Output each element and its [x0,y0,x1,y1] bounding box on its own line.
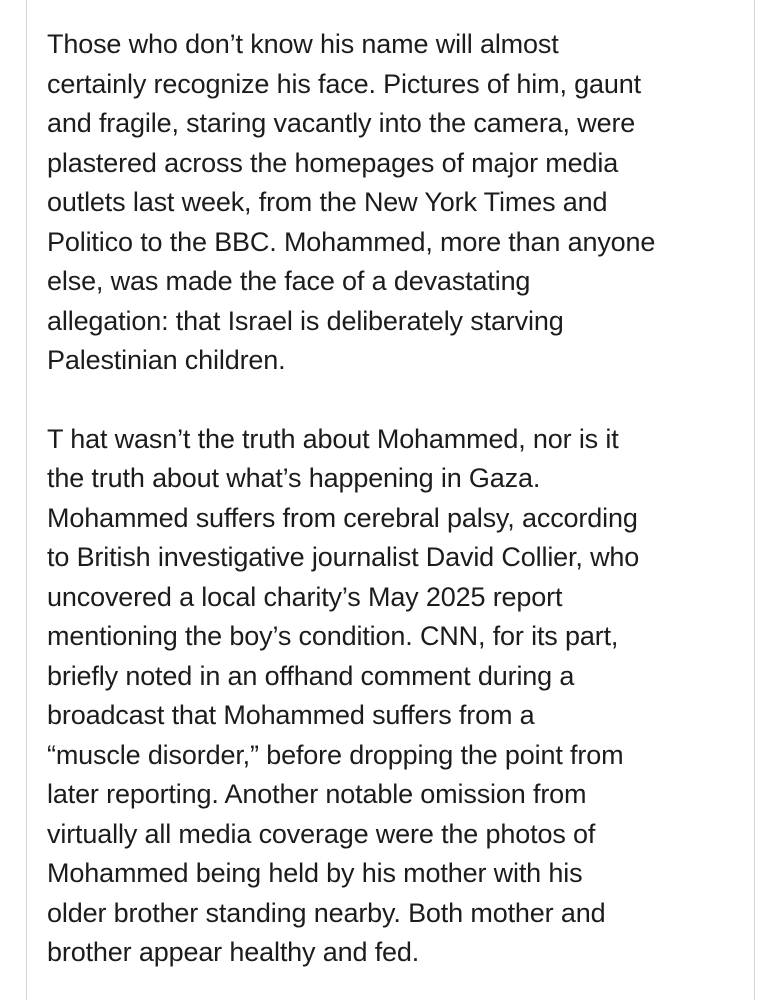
text-line: plastered across the homepages of major media [47,147,619,178]
text-line: and fragile, staring vacantly into the camera, were [47,108,636,138]
text-line: certainly recognize his face. Pictures of him, gaunt [47,68,641,99]
text-line: outlets last week, from the New York Times and [47,187,608,217]
text-line: T hat wasn’t the truth about Mohammed, nor is it [47,423,619,454]
text-line: “muscle disorder,” before dropping the point from [47,739,624,770]
text-line: Mohammed suffers from cerebral palsy, according [47,502,638,533]
text-line: to British investigative journalist David Collier, who [47,542,640,572]
text-line: briefly noted in an offhand comment during a [47,660,575,691]
text-line: brother appear healthy and fed. [47,937,420,967]
text-line: the truth about what’s happening in Gaza. [47,463,541,493]
text-line: else, was made the face of a devastating [47,266,531,296]
text-line: Those who don’t know his name will almost [47,29,559,59]
text-line: older brother standing nearby. Both mother and [47,897,606,928]
text-line: broadcast that Mohammed suffers from a [47,700,535,730]
text-line: allegation: that Israel is deliberately starving [47,305,564,336]
text-line: virtually all media coverage were the photos of [47,818,596,849]
left-border-line [26,0,27,1000]
text-line: later reporting. Another notable omission from [47,779,587,809]
text-line: Politico to the BBC. Mohammed, more than anyone [47,226,656,257]
text-line: mentioning the boy’s condition. CNN, for its part, [47,621,619,651]
paragraph-2 [47,420,747,973]
text-line: uncovered a local charity’s May 2025 report [47,581,563,612]
text-line: Mohammed being held by his mother with his [47,858,583,888]
text-line: Palestinian children. [47,345,286,375]
right-border-line [754,0,755,1000]
paragraph-1 [47,25,747,381]
article-body [47,25,747,973]
